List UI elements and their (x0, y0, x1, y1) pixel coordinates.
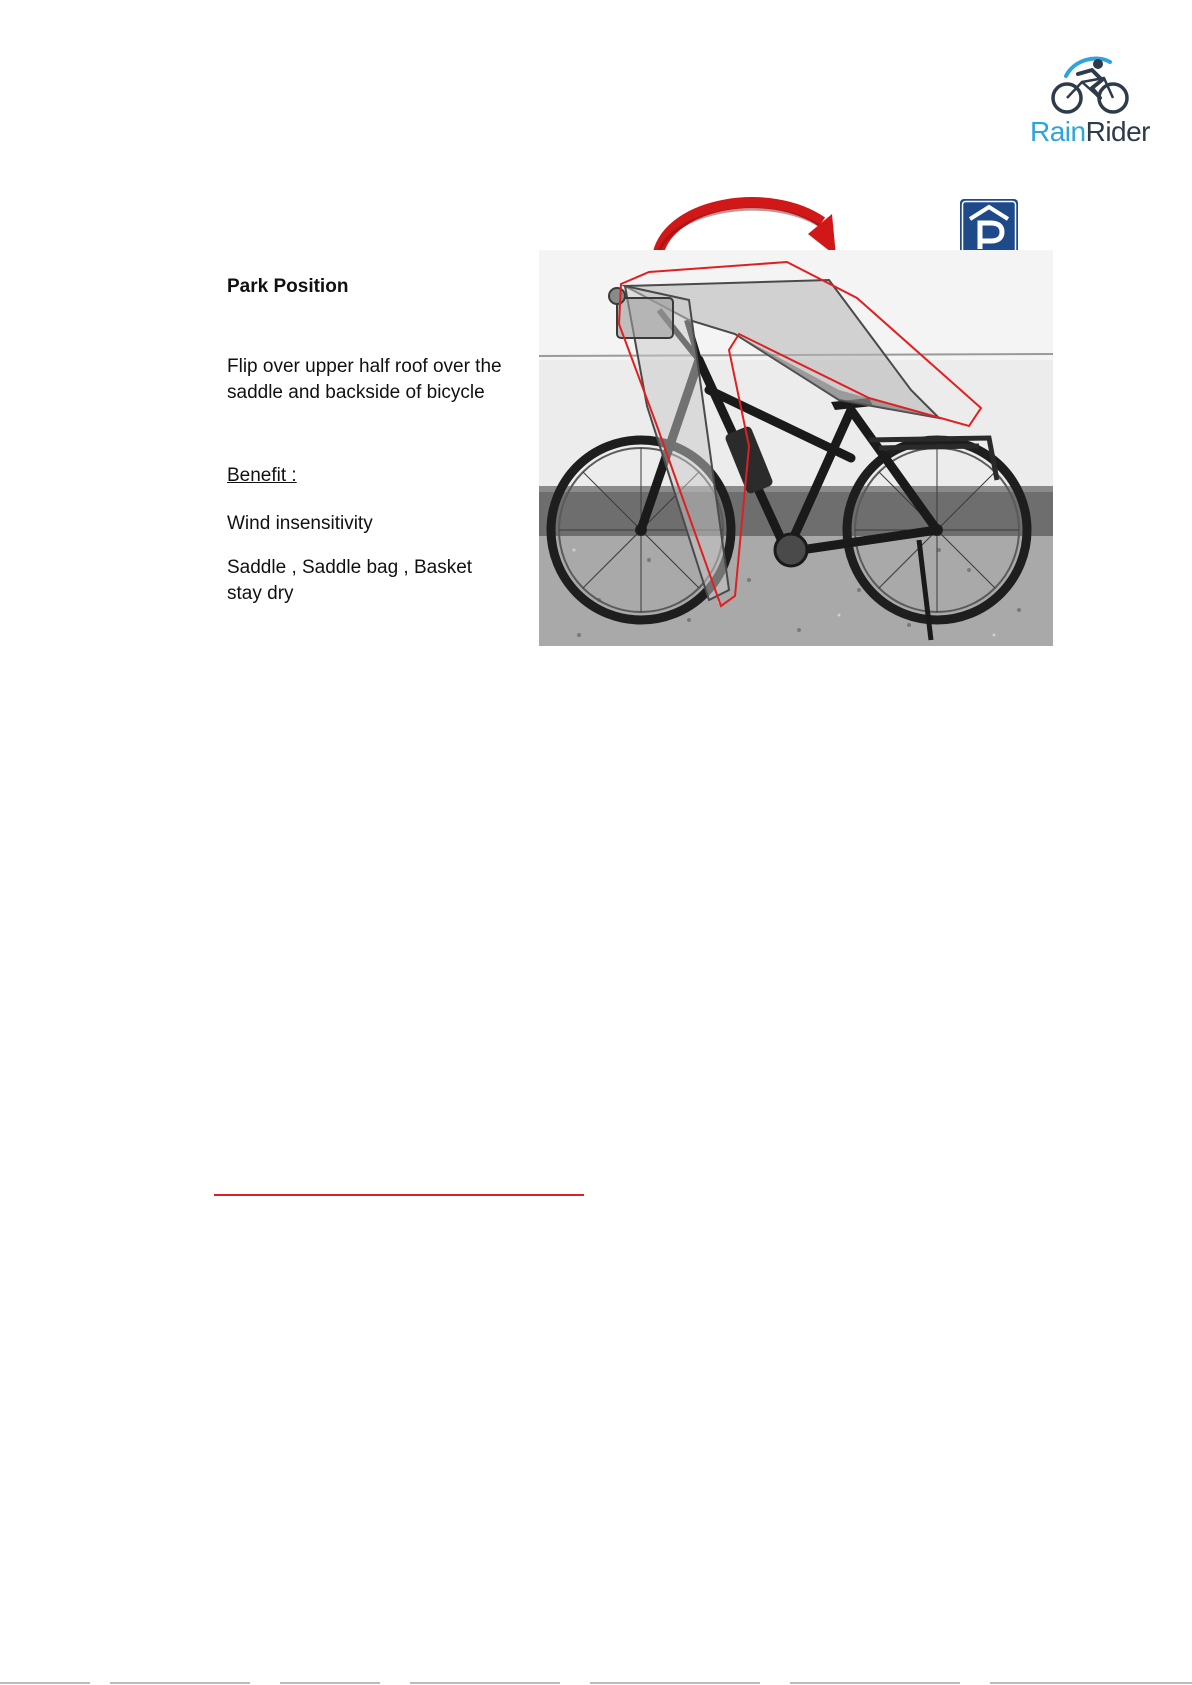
rainrider-logo (1026, 52, 1154, 150)
logo-text-rider: Rider (1085, 116, 1151, 147)
benefit-item: Saddle , Saddle bag , Basket stay dry (227, 557, 473, 604)
page-title: Park Position (227, 276, 349, 297)
description-text: Flip over upper half roof over the saddle and backside of bicycle (227, 356, 502, 403)
logo-wordmark (1030, 114, 1154, 150)
page-bottom-edge (0, 1680, 1192, 1685)
benefit-heading: Benefit : (227, 465, 297, 486)
divider-line (214, 1194, 584, 1196)
logo-text-rain: Rain (1030, 116, 1086, 147)
benefit-item: Wind insensitivity (227, 513, 373, 534)
cyclist-icon (1048, 52, 1132, 116)
bicycle-with-rain-cover-photo (539, 250, 1053, 646)
curved-arrow-icon (650, 192, 862, 258)
covered-parking-icon (960, 199, 1018, 257)
